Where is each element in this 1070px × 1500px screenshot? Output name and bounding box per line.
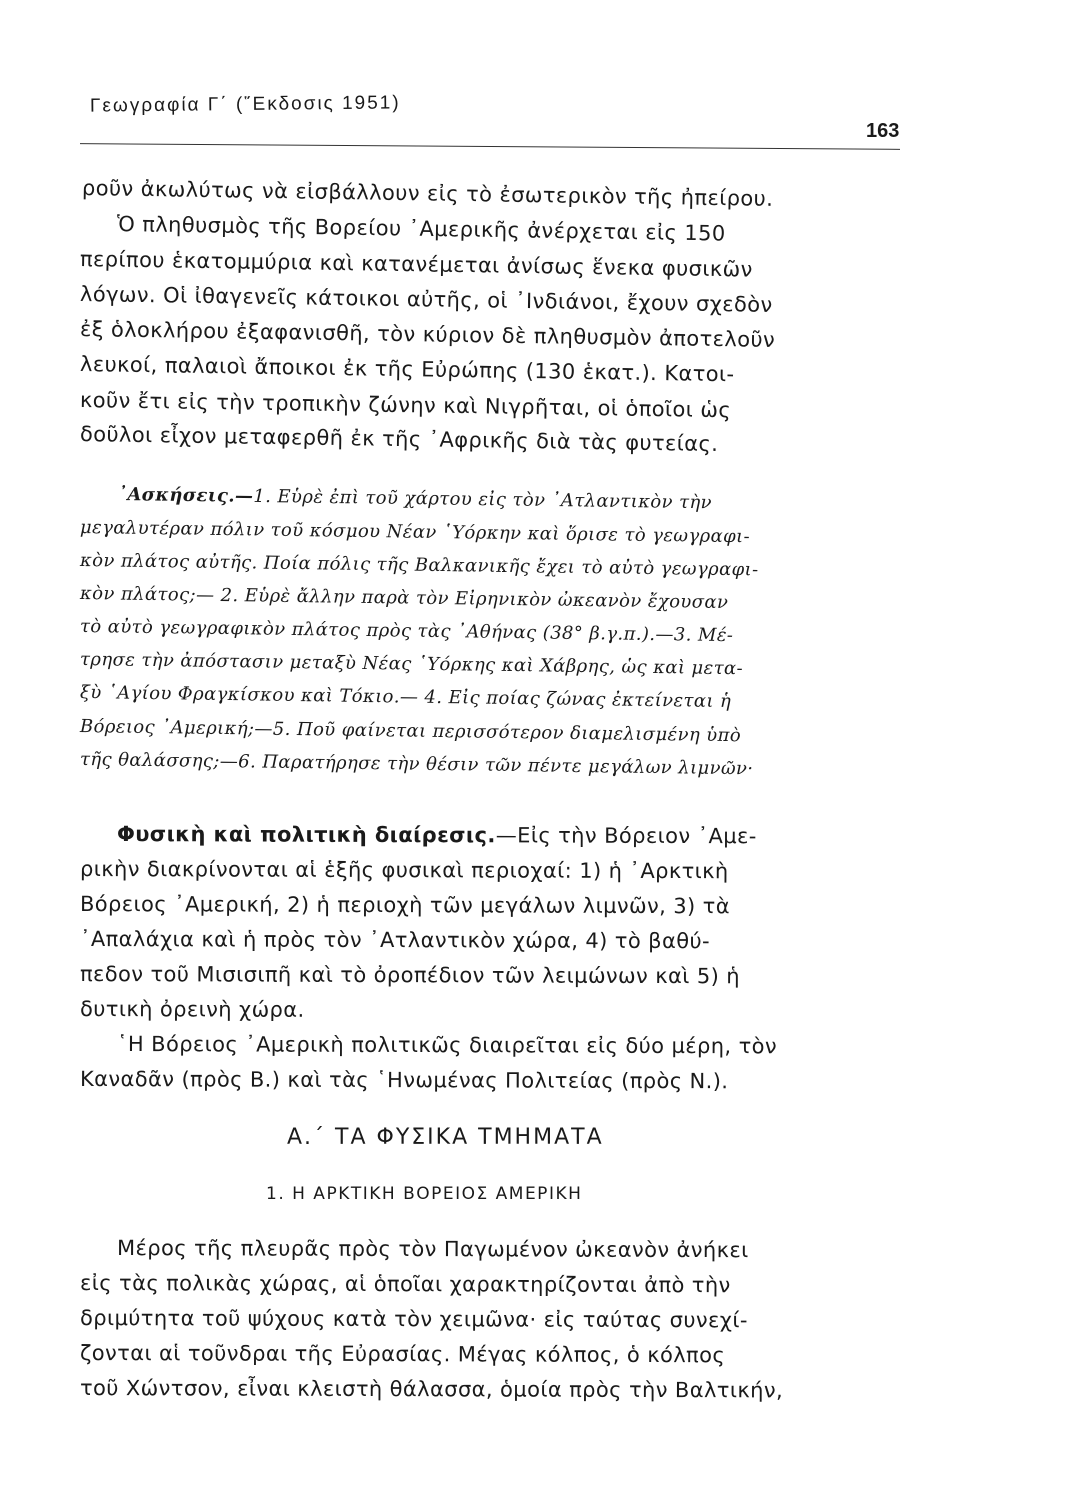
text-line: Μέρος τῆς πλευρᾶς πρὸς τὸν Παγωμένον ὠκεανὸν ἀνήκει <box>116 1236 749 1263</box>
text-line: ρικὴν διακρίνονται αἱ ἑξῆς φυσικαὶ περιοχαί: 1) ἡ ᾿Αρκτικὴ <box>79 857 729 884</box>
text-line: πεδον τοῦ Μισισιπῆ καὶ τὸ ὀροπέδιον τῶν λειμώνων καὶ 5) ἡ <box>79 962 741 989</box>
text-line: Καναδᾶν (πρὸς Β.) καὶ τὰς ῾Ηνωμένας Πολιτείας (πρὸς Ν.). <box>79 1067 729 1094</box>
text-run: —Εἰς τὴν Βόρειον ᾿Αμε- <box>495 823 757 849</box>
exercises-label: ᾿Ασκήσεις.— <box>117 484 254 507</box>
text-line: λευκοί, παλαιοὶ ἄποικοι ἐκ τῆς Εὐρώπης (130 ἑκατ.). Κατοι- <box>79 352 735 387</box>
exercise-line: κὸν πλάτος;— 2. Εὑρὲ ἄλλην παρὰ τὸν Εἰρηνικὸν ὠκεανὸν ἔχουσαν <box>79 583 729 614</box>
exercise-text: 1. Εὑρὲ ἐπὶ τοῦ χάρτου εἰς τὸν ᾿Ατλαντικὸν τὴν <box>253 485 713 514</box>
subsection-heading: Φυσικὴ καὶ πολιτικὴ διαίρεσις. <box>116 822 496 848</box>
text-line: τοῦ Χώντσον, εἶναι κλειστὴ θάλασσα, ὁμοία πρὸς τὴν Βαλτικήν, <box>79 1376 784 1403</box>
text-line: ῾Η Βόρειος ᾿Αμερικὴ πολιτικῶς διαιρεῖται εἰς δύο μέρη, τὸν <box>116 1032 778 1059</box>
running-header-title: Γεωγραφία Γ΄ (῞Εκδοσις 1951) <box>89 92 401 117</box>
text-line: Ὁ πληθυσμὸς τῆς Βορείου ᾿Αμερικῆς ἀνέρχεται εἰς 150 <box>116 212 726 246</box>
text-line: ἐξ ὁλοκλήρου ἐξαφανισθῆ, τὸν κύριον δὲ πληθυσμὸν ἀποτελοῦν <box>79 317 776 352</box>
text-line: δοῦλοι εἶχον μεταφερθῆ ἐκ τῆς ᾿Αφρικῆς διὰ τὰς φυτείας. <box>79 422 719 457</box>
exercise-line: τὸ αὐτὸ γεωγραφικὸν πλάτος πρὸς τὰς ᾿Αθήνας (38° β.γ.π.).—3. Μέ- <box>79 616 734 647</box>
text-line: Βόρειος ᾿Αμερική, 2) ἡ περιοχὴ τῶν μεγάλων λιμνῶν, 3) τὰ <box>79 892 731 919</box>
text-line: περίπου ἑκατομμύρια καὶ κατανέμεται ἀνίσως ἕνεκα φυσικῶν <box>79 247 753 282</box>
exercise-line <box>118 484 712 513</box>
header-rule <box>80 143 900 150</box>
text-line: δυτικὴ ὀρεινὴ χώρα. <box>79 997 305 1022</box>
text-line: εἰς τὰς πολικὰς χώρας, αἱ ὁποῖαι χαρακτηρίζονται ἀπὸ τὴν <box>79 1271 731 1298</box>
exercise-line: κὸν πλάτος αὐτῆς. Ποία πόλις τῆς Βαλκανικῆς ἔχει τὸ αὐτὸ γεωγραφι- <box>79 550 759 581</box>
exercise-line: τῆς θαλάσσης;—6. Παρατήρησε τὴν θέσιν τῶν πέντε μεγάλων λιμνῶν· <box>79 749 754 780</box>
section-title: Α.΄ ΤΑ ΦΥΣΙΚΑ ΤΜΗΜΑΤΑ <box>287 1125 604 1150</box>
text-line: λόγων. Οἱ ἰθαγενεῖς κάτοικοι αὐτῆς, οἱ ᾿Ινδιάνοι, ἔχουν σχεδὸν <box>79 282 773 317</box>
text-line: ᾿Απαλάχια καὶ ἡ πρὸς τὸν ᾿Ατλαντικὸν χώρα, 4) τὸ βαθύ- <box>79 927 711 954</box>
page-number: 163 <box>866 120 900 142</box>
text-line: κοῦν ἔτι εἰς τὴν τροπικὴν ζώνην καὶ Νιγρῆται, οἱ ὁποῖοι ὡς <box>79 388 732 423</box>
text-line: δριμύτητα τοῦ ψύχους κατὰ τὸν χειμῶνα· εἰς ταύτας συνεχί- <box>79 1306 748 1333</box>
exercise-line: μεγαλυτέραν πόλιν τοῦ κόσμου Νέαν ῾Υόρκην καὶ ὅρισε τὸ γεωγραφι- <box>79 517 751 548</box>
exercise-line: ξὺ ῾Αγίου Φραγκίσκου καὶ Τόκιο.— 4. Εἰς ποίας ζώνας ἐκτείνεται ἡ <box>79 682 732 713</box>
text-line: ροῦν ἀκωλύτως νὰ εἰσβάλλουν εἰς τὸ ἐσωτερικὸν τῆς ἠπείρου. <box>81 176 774 211</box>
section-subtitle: 1. Η ΑΡΚΤΙΚΗ ΒΟΡΕΙΟΣ ΑΜΕΡΙΚΗ <box>266 1184 583 1204</box>
exercise-line: τρησε τὴν ἀπόστασιν μεταξὺ Νέας ῾Υόρκης καὶ Χάβρης, ὡς καὶ μετα- <box>79 649 744 680</box>
text-line: ζονται αἱ τοῦνδραι τῆς Εὐρασίας. Μέγας κόλπος, ὁ κόλπος <box>79 1341 726 1368</box>
exercise-line: Βόρειος ᾿Αμερική;—5. Ποῦ φαίνεται περισσότερον διαμελισμένη ὑπὸ <box>79 716 742 747</box>
text-line <box>117 822 757 848</box>
